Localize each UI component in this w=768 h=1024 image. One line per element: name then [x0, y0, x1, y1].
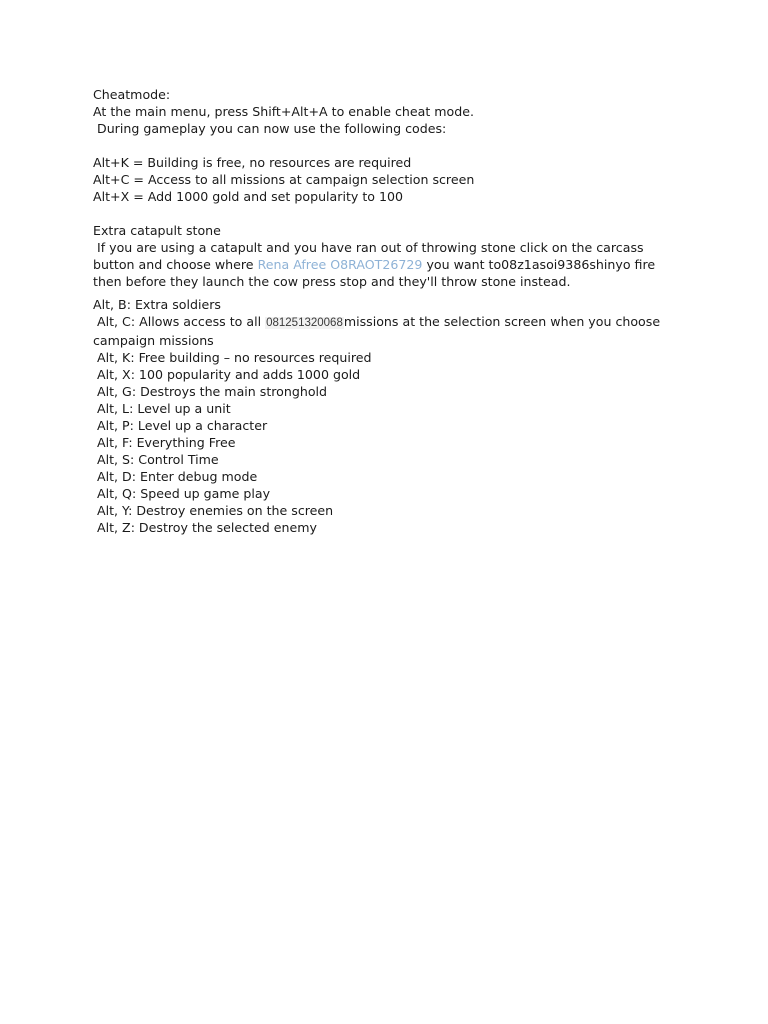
cheatmode-instruction: At the main menu, press Shift+Alt+A to enable cheat mode. [93, 104, 474, 119]
alt-code-line: Alt, K: Free building – no resources required [93, 350, 372, 365]
cheat-code-line: Alt+K = Building is free, no resources are required [93, 155, 412, 170]
spacer [93, 137, 693, 154]
cheat-code-line: Alt+C = Access to all missions at campaign selection screen [93, 172, 475, 187]
alt-code-text: Alt, C: Allows access to all [93, 314, 266, 329]
spam-link[interactable]: Rena Afree O8RAOT26729 [257, 257, 423, 272]
alt-code-line: Alt, L: Level up a unit [93, 401, 231, 416]
spacer [93, 205, 693, 222]
alt-code-line: Alt, Y: Destroy enemies on the screen [93, 503, 334, 518]
alt-code-line: Alt, Z: Destroy the selected enemy [93, 520, 317, 535]
catapult-paragraph-line: If you are using a catapult and you have ran out of throwing stone click on the carcass [93, 240, 644, 255]
document-page [93, 86, 693, 536]
alt-code-line: Alt, X: 100 popularity and adds 1000 gold [93, 367, 361, 382]
cheat-code-line: Alt+X = Add 1000 gold and set popularity to 100 [93, 189, 404, 204]
catapult-paragraph-line: then before they launch the cow press stop and they'll throw stone instead. [93, 274, 571, 289]
alt-code-line: campaign missions [93, 333, 214, 348]
catapult-text: you want to08z1asoi9386shinyo fire [422, 257, 656, 272]
cheatmode-note: During gameplay you can now use the following codes: [93, 121, 447, 136]
alt-code-line [93, 313, 693, 332]
alt-code-text: missions at the selection screen when you choose [343, 314, 661, 329]
alt-code-line: Alt, S: Control Time [93, 452, 219, 467]
alt-code-line: Alt, Q: Speed up game play [93, 486, 271, 501]
phone-number: 081251320068 [266, 317, 343, 329]
cheatmode-heading: Cheatmode: [93, 87, 171, 102]
catapult-text: button and choose where [93, 257, 258, 272]
catapult-paragraph-line [93, 256, 693, 273]
alt-code-line: Alt, F: Everything Free [93, 435, 236, 450]
alt-code-line: Alt, P: Level up a character [93, 418, 268, 433]
alt-code-line: Alt, D: Enter debug mode [93, 469, 258, 484]
catapult-heading: Extra catapult stone [93, 223, 221, 238]
alt-code-line: Alt, B: Extra soldiers [93, 297, 221, 312]
alt-code-line: Alt, G: Destroys the main stronghold [93, 384, 328, 399]
